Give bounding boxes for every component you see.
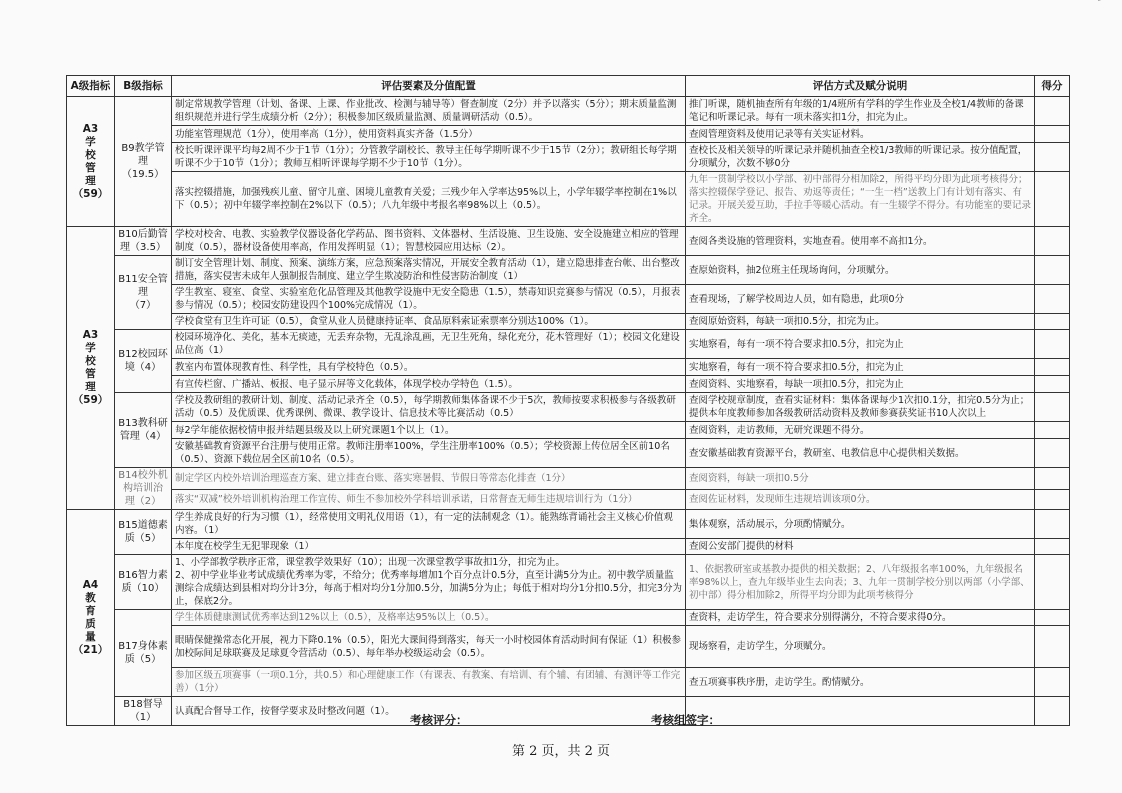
method-cell: 查阅公安部门提供的材料	[686, 539, 1035, 555]
req-cell: 制订安全管理计划、制度、预案、演练方案，应急预案落实情况，开展安全教育活动（1），建立隐患排查台帐、出台整改措施，落实侵害未成年人强制报告制度、建立学生欺凌防治和性侵害防治制度（1）	[172, 256, 686, 285]
table-row	[67, 610, 1070, 626]
table-row	[67, 172, 1070, 227]
req-cell: 教室内布置体现教育性、科学性，具有学校特色（0.5）。	[172, 359, 686, 376]
method-cell: 1、依据教研室或基教办提供的相关数据；2、八年级报名率100%，九年级报名率98%以上，查九年级毕业生去向表；3、九年一贯制学校分别以两部（小学部、初中部）得分相加除2，所得平均分即为此项考核得分	[686, 555, 1035, 610]
table-row	[67, 314, 1070, 330]
method-cell: 查五项赛事秩序册，走访学生。酌情赋分。	[686, 668, 1035, 697]
score-cell[interactable]	[1035, 393, 1070, 422]
table-row	[67, 393, 1070, 422]
table-row	[67, 285, 1070, 314]
table-row	[67, 510, 1070, 539]
table-row	[67, 227, 1070, 256]
req-cell: 制定常规教学管理（计划、备课、上课、作业批改、检测与辅导等）督查制度（2分）并予以落实（5分）；期末质量监测组织规范并进行学生成绩分析（2分）；积极参加区级质量监测、质量调研活动（0.5）。	[172, 97, 686, 126]
table-row	[67, 376, 1070, 393]
score-cell[interactable]	[1035, 227, 1070, 256]
method-cell: 推门听课，随机抽查所有年级的1/4班所有学科的学生作业及全校1/4教师的备课笔记和听课记录。每有一项未落实扣1分，扣完为止。	[686, 97, 1035, 126]
req-cell: 校园环境净化、美化，基本无痰迹，无丢弃杂物，无乱涂乱画，无卫生死角，绿化充分，花木管理好（1）；校园文化建设品位高（1）	[172, 330, 686, 359]
req-cell: 功能室管理规范（1分），使用率高（1分），使用资料真实齐备（1.5分）	[172, 126, 686, 143]
method-cell: 查阅佐证材料，发现师生违规培训该项0分。	[686, 489, 1035, 509]
req-cell: 落实控辍措施，加强残疾儿童、留守儿童、困境儿童教育关爱；三残少年入学率达95%以上，小学年辍学率控制在1%以下（0.5）；初中年辍学率控制在2%以下（0.5）；八九年级中考报名率98%以上（0.5）。	[172, 172, 686, 227]
score-cell[interactable]	[1035, 668, 1070, 697]
method-cell: 查阅各类设施的管理资料，实地查看。使用率不高扣1分。	[686, 227, 1035, 256]
score-cell[interactable]	[1035, 285, 1070, 314]
req-cell: 学校及教研组的教研计划、制度、活动记录齐全（0.5），每学期教师集体备课不少于5次，教师按要求积极参与各级教研活动（0.5）及优质课、优秀课例、微课、教学设计、信息技术等比赛活动（0.5）	[172, 393, 686, 422]
method-cell: 查阅资料，每缺一项扣0.5分	[686, 468, 1035, 490]
table-row	[67, 539, 1070, 555]
score-cell[interactable]	[1035, 314, 1070, 330]
header-method: 评估方式及赋分说明	[686, 76, 1035, 97]
a4-group-label: A4 教 育 质 量 （21）	[67, 510, 115, 726]
req-cell: 学校食堂有卫生许可证（0.5），食堂从业人员健康持证率、食品原料索证索票率分别达100%（1）。	[172, 314, 686, 330]
b10-label: B10后勤管 理（3.5）	[115, 227, 172, 256]
assessment-signature-label: 考核组签字：	[651, 713, 720, 727]
table-row	[67, 468, 1070, 490]
score-cell[interactable]	[1035, 468, 1070, 490]
method-cell: 现场察看，走访学生，分项赋分。	[686, 626, 1035, 668]
table-row	[67, 97, 1070, 126]
table-row	[67, 330, 1070, 359]
method-cell: 查阅资料、实地察看，每缺一项扣0.5分，扣完为止	[686, 376, 1035, 393]
page-number: 第 2 页，共 2 页	[511, 744, 611, 759]
b14-label: B14校外机 构培训治 理（2）	[115, 468, 172, 510]
req-cell: 参加区级五项赛事（一项0.1分，共0.5）和心理健康工作（有课表、有教案、有培训、有个辅、有团辅、有测评等工作完善）（1分）	[172, 668, 686, 697]
method-cell: 查阅资料，走访教师，无研究课题不得分。	[686, 422, 1035, 439]
table-row	[67, 143, 1070, 172]
method-cell: 查阅原始资料，每缺一项扣0.5分，扣完为止。	[686, 314, 1035, 330]
req-cell: 学生体质健康测试优秀率达到12%以上（0.5），及格率达95%以上（0.5）。	[172, 610, 686, 626]
score-cell[interactable]	[1035, 626, 1070, 668]
method-cell: 实地察看，每有一项不符合要求扣0.5分，扣完为止	[686, 330, 1035, 359]
table-row	[67, 126, 1070, 143]
score-cell[interactable]	[1035, 539, 1070, 555]
score-cell[interactable]	[1035, 439, 1070, 468]
req-cell: 落实“双减”校外培训机构治理工作宣传、师生不参加校外学科培训承诺，日常督查无师生违规培训行为（1分）	[172, 489, 686, 509]
b11-label: B11安全管 理 （7）	[115, 256, 172, 330]
header-score: 得分	[1035, 76, 1070, 97]
req-cell: 1、小学部教学秩序正常，课堂教学效果好（10）；出现一次课堂教学事故扣1分，扣完为止。 2、初中学业毕业考试成绩优秀率为零，不给分；优秀率每增加1个百分点计0.5分，直至计满5分为止。初中教学质量监测综合成绩达到县相对均分计3分，每高于相对均分1分加0.5分，加满5分为止；每低于相对均分1分扣0.5分，扣完3分为止，保底2分。	[172, 555, 686, 610]
req-cell: 制定学区内校外培训治理巡查方案、建立排查台账、落实寒暑假、节假日等常态化排查（1分）	[172, 468, 686, 490]
method-cell	[686, 697, 1035, 726]
req-cell: 每2学年能依据校情申报并结题县级及以上研究课题1个以上（1）。	[172, 422, 686, 439]
table-row	[67, 668, 1070, 697]
a3-group-label-2: A3 学 校 管 理 （59）	[67, 227, 115, 510]
req-cell: 学生养成良好的行为习惯（1），经常使用文明礼仪用语（1），有一定的法制观念（1）。能熟练背诵社会主义核心价值观内容。（1）	[172, 510, 686, 539]
method-cell: 九年一贯制学校以小学部、初中部得分相加除2，所得平均分即为此项考核得分；落实控辍保学登记、报告、劝返等责任；“一生一档”送教上门有计划有落实、有记录。开展关爱互助，手拉手等暖心活动。有一生辍学不得分。有功能室的要记录齐全。	[686, 172, 1035, 227]
score-cell[interactable]	[1035, 256, 1070, 285]
score-cell[interactable]	[1035, 376, 1070, 393]
req-cell: 认真配合督导工作，按督学要求及时整改问题（1）。	[172, 697, 686, 726]
table-row	[67, 555, 1070, 610]
score-cell[interactable]	[1035, 359, 1070, 376]
b16-label: B16智力素 质（10）	[115, 555, 172, 610]
req-cell: 校长听课评课平均每2周不少于1节（1分）；分管教学副校长、教导主任每学期听课不少于15节（2分）；教研组长每学期听课不少于10节（1分）；教师互相听评课每学期不少于10节（1分）。	[172, 143, 686, 172]
score-cell[interactable]	[1035, 610, 1070, 626]
table-row	[67, 489, 1070, 509]
score-cell[interactable]	[1035, 330, 1070, 359]
b18-label: B18督导 （1）	[115, 697, 172, 726]
method-cell: 查阅管理资料及使用记录等有关实证材料。	[686, 126, 1035, 143]
score-cell[interactable]	[1035, 126, 1070, 143]
score-cell[interactable]	[1035, 172, 1070, 227]
table-row	[67, 359, 1070, 376]
req-cell: 本年度在校学生无犯罪现象（1）	[172, 539, 686, 555]
req-cell: 学校对校舍、电教、实验教学仪器设备化学药品、图书资料、文体器材、生活设施、卫生设施、安全设施建立相应的管理制度（0.5），器材设备使用率高，作用发挥明显（1）；智慧校园应用达标（2）。	[172, 227, 686, 256]
table-row	[67, 697, 1070, 726]
req-cell: 安徽基础教育资源平台注册与使用正常。教师注册率100%，学生注册率100%（0.5）；学校资源上传位居全区前10名（0.5）、资源下载位居全区前10名（0.5）。	[172, 439, 686, 468]
method-cell: 查资料，走访学生，符合要求分别得满分，不符合要求得0分。	[686, 610, 1035, 626]
score-cell[interactable]	[1035, 422, 1070, 439]
b13-label: B13教科研 管理（4）	[115, 393, 172, 468]
method-cell: 查看现场，了解学校周边人员，如有隐患，此项0分	[686, 285, 1035, 314]
a3-group-label: A3 学 校 管 理 （59）	[67, 97, 115, 227]
score-cell[interactable]	[1035, 143, 1070, 172]
b12-label: B12校园环 境（4）	[115, 330, 172, 393]
evaluation-table	[66, 75, 1070, 726]
score-cell[interactable]	[1035, 97, 1070, 126]
score-cell[interactable]	[1035, 697, 1070, 726]
b15-label: B15道德素 质（5）	[115, 510, 172, 555]
header-b-level: B级指标	[115, 76, 172, 97]
method-cell: 查校长及相关领导的听课记录并随机抽查全校1/3教师的听课记录。按分值配置，分项赋分，次数不够0分	[686, 143, 1035, 172]
header-requirements: 评估要素及分值配置	[172, 76, 686, 97]
table-row	[67, 626, 1070, 668]
method-cell: 查阅学校规章制度，查看实证材料：集体备课每少1次扣0.1分，扣完0.5分为止；提供本年度教师参加各级教研活动资料及教师参赛获奖证书10人次以上	[686, 393, 1035, 422]
b17-label: B17身体素 质（5）	[115, 610, 172, 697]
table-row	[67, 422, 1070, 439]
table-row	[67, 439, 1070, 468]
method-cell: 查安徽基础教育资源平台，教研室、电教信息中心提供相关数据。	[686, 439, 1035, 468]
b9-label: B9教学管 理 （19.5）	[115, 97, 172, 227]
table-row	[67, 256, 1070, 285]
scan-edge-mark	[1098, 0, 1122, 2]
score-cell[interactable]	[1035, 555, 1070, 610]
method-cell: 集体观察，活动展示，分项酌情赋分。	[686, 510, 1035, 539]
method-cell: 实地察看，每有一项不符合要求扣0.5分，扣完为止	[686, 359, 1035, 376]
table-header-row	[67, 76, 1070, 97]
score-cell[interactable]	[1035, 489, 1070, 509]
req-cell: 学生教室、寝室、食堂、实验室危化品管理及其他教学设施中无安全隐患（1.5），禁毒知识竞赛参与情况（0.5），月报表参与情况（0.5）；校园安防建设四个100%完成情况（1）。	[172, 285, 686, 314]
req-cell: 眼睛保健操常态化开展，视力下降0.1%（0.5），阳光大课间得到落实，每天一小时校园体育活动时间有保证（1）积极参加校际间足球联赛及足球夏令营活动（0.5）、每年举办校级运动会（0.5）。	[172, 626, 686, 668]
method-cell: 查原始资料，抽2位班主任现场询问，分项赋分。	[686, 256, 1035, 285]
req-cell: 有宣传栏窗、广播站、板报、电子显示屏等文化载体，体现学校办学特色（1.5）。	[172, 376, 686, 393]
header-a-level: A级指标	[67, 76, 115, 97]
score-cell[interactable]	[1035, 510, 1070, 539]
assessment-score-label: 考核评分：	[410, 713, 468, 727]
